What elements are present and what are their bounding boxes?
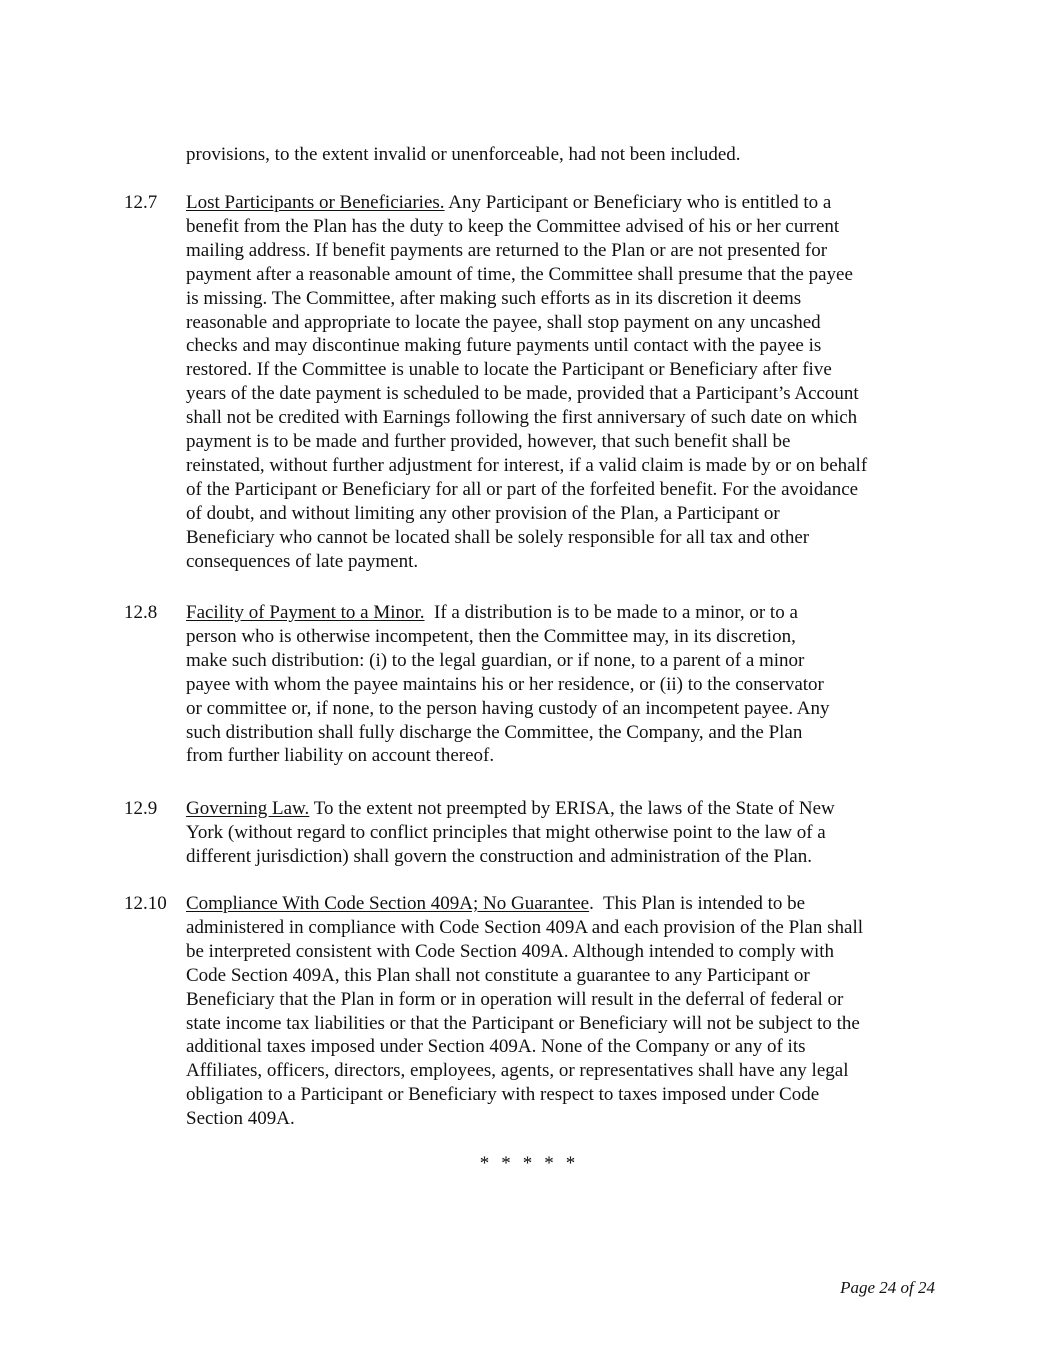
section-separator bbox=[0, 1152, 1055, 1176]
section-line: from further liability on account thereof. bbox=[186, 745, 495, 767]
section-line: payment is to be made and further provided, however, that such benefit shall be bbox=[186, 431, 791, 453]
page-number-footer: Page 24 of 24 bbox=[840, 1278, 935, 1297]
section-heading: Compliance With Code Section 409A; No Guarantee bbox=[186, 893, 590, 914]
section-line: Affiliates, officers, directors, employees, agents, or representatives shall have any legal bbox=[186, 1060, 849, 1082]
section-line: of the Participant or Beneficiary for all or part of the forfeited benefit. For the avoidance bbox=[186, 478, 859, 500]
section-number: 12.7 bbox=[124, 192, 158, 213]
section-line: payment after a reasonable amount of time, the Committee shall presume that the payee bbox=[186, 263, 853, 285]
section-number: 12.9 bbox=[124, 798, 158, 819]
section-line: additional taxes imposed under Section 409A. None of the Company or any of its bbox=[186, 1036, 806, 1058]
section-line: restored. If the Committee is unable to locate the Participant or Beneficiary after five bbox=[186, 359, 832, 381]
section-line: years of the date payment is scheduled to be made, provided that a Participant’s Account bbox=[186, 383, 859, 405]
separator-star: * bbox=[501, 1153, 511, 1174]
section-line: reinstated, without further adjustment for interest, if a valid claim is made by or on behalf bbox=[186, 454, 868, 476]
section-line: obligation to a Participant or Beneficiary with respect to taxes imposed under Code bbox=[186, 1084, 820, 1106]
section-line: To the extent not preempted by ERISA, the laws of the State of New bbox=[309, 798, 835, 819]
section-line: Code Section 409A, this Plan shall not constitute a guarantee to any Participant or bbox=[186, 964, 810, 986]
section-line: checks and may discontinue making future payments until contact with the payee is bbox=[186, 335, 822, 357]
section-line: Section 409A. bbox=[186, 1108, 295, 1130]
section-line: administered in compliance with Code Section 409A and each provision of the Plan shall bbox=[186, 916, 863, 938]
continuation-text: provisions, to the extent invalid or unenforceable, had not been included. bbox=[186, 144, 741, 165]
section-line: payee with whom the payee maintains his or her residence, or (ii) to the conservator bbox=[186, 673, 824, 695]
separator-star: * bbox=[522, 1153, 533, 1174]
section-line: shall not be credited with Earnings following the first anniversary of such date on which bbox=[186, 407, 858, 429]
section-line: If a distribution is to be made to a minor, or to a bbox=[424, 602, 798, 623]
section-line: reasonable and appropriate to locate the payee, shall stop payment on any uncashed bbox=[186, 311, 821, 333]
section-heading: Lost Participants or Beneficiaries. bbox=[186, 192, 445, 213]
section-line: consequences of late payment. bbox=[186, 550, 419, 572]
separator-star: * bbox=[479, 1153, 490, 1174]
section-line: state income tax liabilities or that the Participant or Beneficiary will not be subject to the bbox=[186, 1012, 860, 1034]
section-line: such distribution shall fully discharge the Committee, the Company, and the Plan bbox=[186, 721, 803, 743]
section-line: or committee or, if none, to the person having custody of an incompetent payee. Any bbox=[186, 697, 830, 719]
section-body bbox=[186, 191, 926, 574]
section-line: person who is otherwise incompetent, then the Committee may, in its discretion, bbox=[186, 625, 796, 647]
section-heading: Facility of Payment to a Minor. bbox=[186, 602, 425, 623]
section-line: Any Participant or Beneficiary who is entitled to a bbox=[444, 192, 832, 213]
section-line: is missing. The Committee, after making such efforts as in its discretion it deems bbox=[186, 287, 802, 309]
section-number: 12.10 bbox=[124, 893, 167, 914]
section-body bbox=[186, 797, 926, 869]
section-line: of doubt, and without limiting any other provision of the Plan, a Participant or bbox=[186, 502, 780, 524]
section-line: York (without regard to conflict principles that might otherwise point to the law of a bbox=[186, 821, 826, 843]
section-body bbox=[186, 892, 926, 1131]
section-line: benefit from the Plan has the duty to keep the Committee advised of his or her current bbox=[186, 215, 840, 237]
section-line: Beneficiary who cannot be located shall be solely responsible for all tax and other bbox=[186, 526, 810, 548]
separator-star: * bbox=[544, 1153, 554, 1174]
section-line: mailing address. If benefit payments are returned to the Plan or are not presented for bbox=[186, 239, 828, 261]
section-line: . This Plan is intended to be bbox=[589, 893, 806, 914]
section-heading: Governing Law. bbox=[186, 798, 310, 819]
section-line: different jurisdiction) shall govern the construction and administration of the Plan. bbox=[186, 845, 812, 867]
section-line: be interpreted consistent with Code Section 409A. Although intended to comply with bbox=[186, 940, 835, 962]
section-body bbox=[186, 601, 926, 768]
separator-star: * bbox=[565, 1153, 576, 1174]
section-number: 12.8 bbox=[124, 602, 158, 623]
section-line: make such distribution: (i) to the legal guardian, or if none, to a parent of a minor bbox=[186, 649, 805, 671]
section-line: Beneficiary that the Plan in form or in operation will result in the deferral of federal or bbox=[186, 988, 844, 1010]
